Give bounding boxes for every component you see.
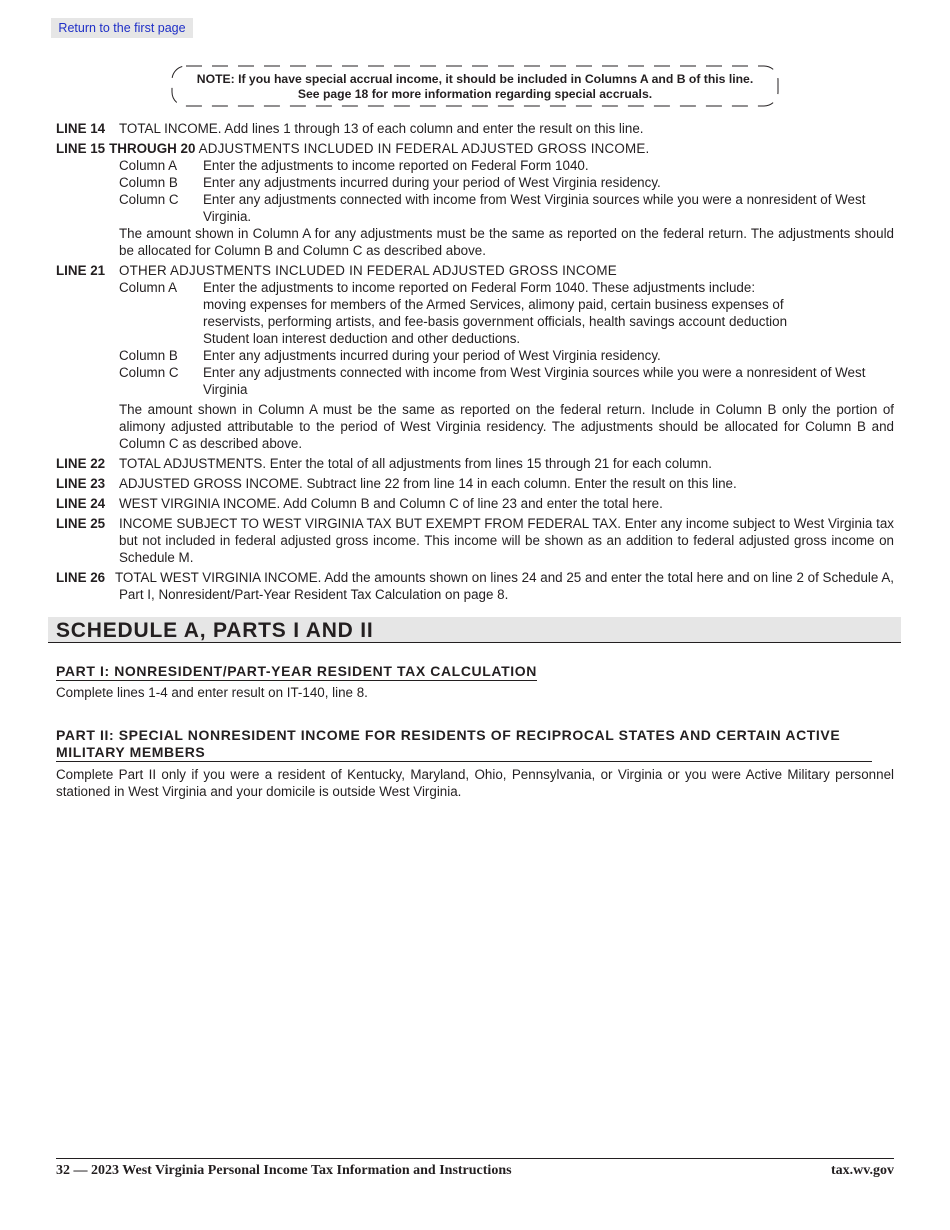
schedule-a-header [48, 617, 901, 643]
line-number: LINE 22 [56, 456, 106, 471]
line-number: LINE 25 [56, 516, 106, 531]
column-label: Column A [119, 158, 178, 173]
column-label: Column B [119, 348, 178, 363]
line-text: TOTAL WEST VIRGINIA INCOME. Add the amounts shown on lines 24 and 25 and enter the total here and on line 2 of Schedule A, Part I, Nonresident/Part-Year Resident Tax Calculation on page 8. [115, 570, 894, 602]
column-row [119, 191, 894, 225]
column-list [119, 157, 894, 225]
line-23 [56, 475, 894, 492]
part-1-text: Complete lines 1-4 and enter result on IT-140, line 8. [56, 685, 368, 700]
column-row [119, 157, 894, 174]
line-number: LINE 21 [56, 263, 106, 278]
column-text: Enter the adjustments to income reported on Federal Form 1040. [203, 158, 589, 173]
part-2-text: Complete Part II only if you were a resident of Kentucky, Maryland, Ohio, Pennsylvania, or Virginia or you were Active Military personnel stationed in West Virginia and your domicile is outside West Virginia. [56, 767, 894, 799]
column-text: Enter the adjustments to income reported on Federal Form 1040. These adjustments include: [203, 280, 756, 295]
line-number: LINE 23 [56, 476, 106, 491]
column-list [119, 279, 894, 398]
column-text-continued: moving expenses for members of the Armed Services, alimony paid, certain business expenses of reservists, performing artists, and fee-basis government officials, health savings account deduction [203, 297, 788, 329]
note-text [171, 72, 779, 102]
footer-website: tax.wv.gov [831, 1163, 894, 1178]
column-text: Enter any adjustments incurred during your period of West Virginia residency. [203, 175, 661, 190]
footer-page-title: 32 — 2023 West Virginia Personal Income Tax Information and Instructions [56, 1163, 512, 1178]
line-number: LINE 24 [56, 496, 106, 511]
column-text: Enter any adjustments incurred during your period of West Virginia residency. [203, 348, 661, 363]
line-15-through-20 [56, 140, 894, 259]
line-text: TOTAL INCOME. Add lines 1 through 13 of each column and enter the result on this line. [119, 121, 644, 136]
line-note: The amount shown in Column A must be the same as reported on the federal return. Include in Column B only the portion of alimony adjusted attributable to the period of West Virginia residency. The adjustments should be allocated for Column B and Column C as described above. [119, 402, 894, 451]
column-label: Column C [119, 365, 179, 380]
line-number: LINE 14 [56, 121, 106, 136]
column-label: Column C [119, 192, 179, 207]
note-line-1: NOTE: If you have special accrual income, it should be included in Columns A and B of this line. [196, 72, 754, 86]
line-text: ADJUSTED GROSS INCOME. Subtract line 22 from line 14 in each column. Enter the result on this line. [119, 476, 737, 491]
note-line-2: See page 18 for more information regarding special accruals. [297, 87, 653, 101]
line-title: OTHER ADJUSTMENTS INCLUDED IN FEDERAL ADJUSTED GROSS INCOME [119, 263, 617, 278]
line-text: TOTAL ADJUSTMENTS. Enter the total of all adjustments from lines 15 through 21 for each column. [119, 456, 712, 471]
column-row [119, 174, 894, 191]
column-text: Enter any adjustments connected with income from West Virginia sources while you were a nonresident of West Virginia [203, 365, 866, 397]
line-21 [56, 262, 894, 452]
line-number: LINE 26 [56, 570, 106, 585]
line-instructions [56, 120, 894, 603]
return-to-first-page-button[interactable]: Return to the first page [51, 18, 193, 38]
line-note: The amount shown in Column A for any adjustments must be the same as reported on the federal return. The adjustments should be allocated for Column B and Column C as described above. [119, 226, 894, 258]
special-accrual-note [171, 65, 779, 107]
column-label: Column A [119, 280, 178, 295]
line-26 [56, 569, 894, 603]
line-text: INCOME SUBJECT TO WEST VIRGINIA TAX BUT EXEMPT FROM FEDERAL TAX. Enter any income subject to West Virginia tax but not included in federal adjusted gross income. This income will be shown as an addition to federal adjusted gross income on Schedule M. [119, 516, 894, 565]
part-1-heading: PART I: NONRESIDENT/PART-YEAR RESIDENT TAX CALCULATION [56, 663, 537, 679]
line-number: LINE 15 [56, 141, 106, 156]
line-title: ADJUSTMENTS INCLUDED IN FEDERAL ADJUSTED GROSS INCOME. [195, 141, 650, 156]
part-2-heading: PART II: SPECIAL NONRESIDENT INCOME FOR RESIDENTS OF RECIPROCAL STATES AND CERTAIN ACTIVE MILITARY MEMBERS [56, 727, 872, 762]
column-text: Enter any adjustments connected with income from West Virginia sources while you were a nonresident of West Virginia. [203, 192, 866, 224]
line-25 [56, 515, 894, 566]
schedule-title: SCHEDULE A, PARTS I AND II [56, 619, 374, 642]
line-24 [56, 495, 894, 512]
column-text-continued: Student loan interest deduction and other deductions. [203, 331, 521, 346]
column-row [119, 279, 894, 347]
line-text: WEST VIRGINIA INCOME. Add Column B and Column C of line 23 and enter the total here. [119, 496, 663, 511]
column-label: Column B [119, 175, 178, 190]
column-row [119, 364, 894, 398]
line-14 [56, 120, 894, 137]
column-row [119, 347, 894, 364]
line-through: THROUGH 20 [109, 141, 196, 156]
footer-rule [56, 1158, 894, 1159]
line-22 [56, 455, 894, 472]
